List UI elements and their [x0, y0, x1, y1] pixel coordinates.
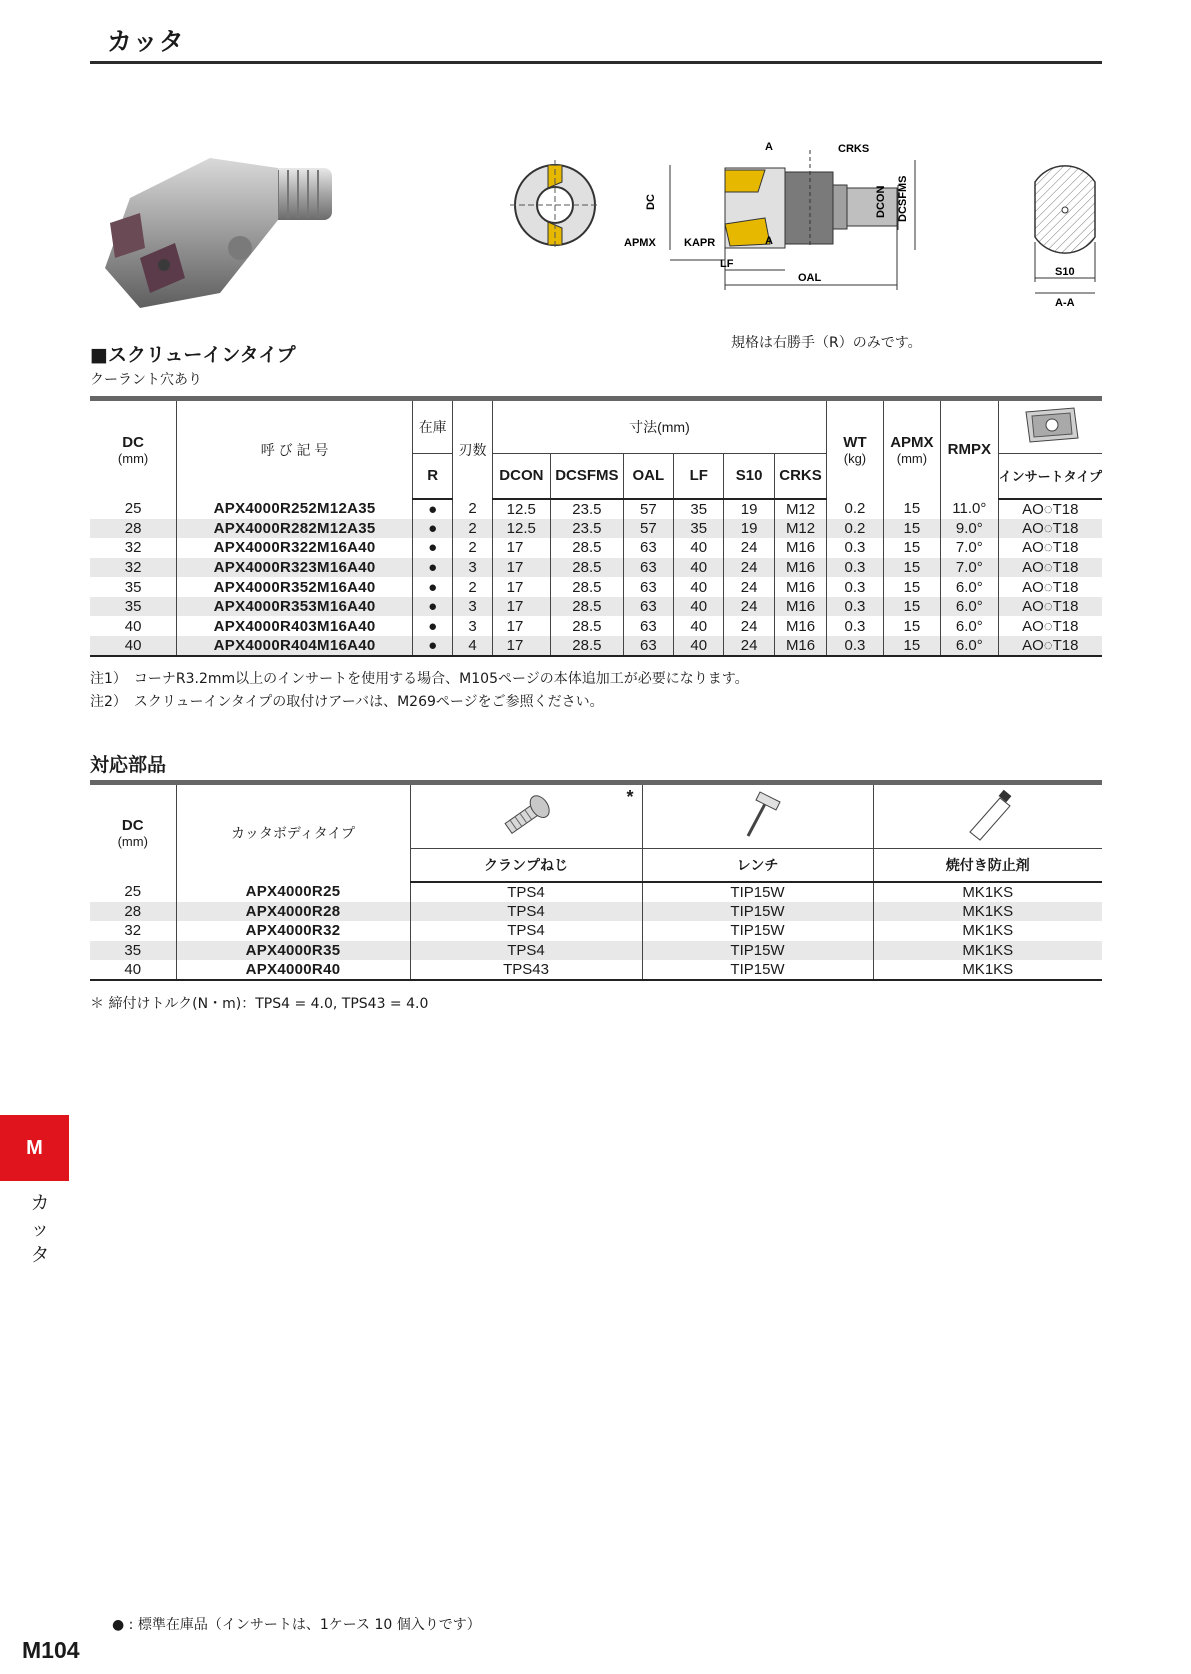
cell-screw: TPS4 [410, 921, 642, 941]
cell-oal: 63 [623, 636, 673, 656]
cell-rmpx: 7.0° [941, 538, 998, 558]
cell-dc: 40 [90, 616, 177, 636]
s10-label: S10 [1055, 266, 1075, 278]
a-top-label: A [765, 141, 773, 153]
cell-oal: 63 [623, 616, 673, 636]
screw-image-cell [410, 783, 642, 849]
cell-stock: ● [413, 558, 453, 578]
cell-stock: ● [413, 597, 453, 617]
section2-title: 対応部品 [90, 754, 167, 776]
footer-note: ● : 標準在庫品（インサートは、1ケース 10 個入りです） [112, 1617, 481, 1633]
cell-crks: M16 [774, 597, 826, 617]
cell-dc: 35 [90, 597, 177, 617]
cell-dcon: 17 [492, 636, 550, 656]
cell-oal: 63 [623, 597, 673, 617]
cell-lf: 40 [674, 597, 724, 617]
cell-code: APX4000R252M12A35 [177, 499, 413, 519]
cell-dcon: 12.5 [492, 519, 550, 539]
oal-label: OAL [798, 272, 822, 284]
cell-lf: 35 [674, 499, 724, 519]
cell-stock: ● [413, 538, 453, 558]
insert-image-cell [998, 399, 1102, 454]
cell-dc: 40 [90, 960, 176, 980]
cell-lf: 40 [674, 577, 724, 597]
cell-dc: 35 [90, 577, 177, 597]
col-dims: 寸法(mm) [492, 399, 827, 454]
cell-apmx: 15 [883, 519, 940, 539]
insert-icon [1018, 404, 1082, 446]
col-dcsfms: DCSFMS [551, 454, 624, 499]
cell-z: 3 [453, 616, 492, 636]
table-row [90, 616, 1102, 636]
cell-dc: 35 [90, 941, 176, 961]
cell-wrench: TIP15W [642, 921, 873, 941]
table-row [90, 519, 1102, 539]
table-row [90, 558, 1102, 578]
cell-s10: 24 [724, 616, 774, 636]
dcon-label: DCON [875, 185, 887, 218]
cell-dc: 32 [90, 558, 177, 578]
cell-oal: 57 [623, 519, 673, 539]
cell-crks: M16 [774, 558, 826, 578]
cell-z: 3 [453, 597, 492, 617]
spec-table [90, 396, 1102, 657]
cell-insert: AO◌T18 [1022, 558, 1079, 576]
cell-grease: MK1KS [962, 883, 1014, 901]
cell-insert: AO◌T18 [1022, 539, 1079, 557]
cell-dc: 40 [90, 636, 177, 656]
cell-code: APX4000R282M12A35 [177, 519, 413, 539]
col-dcon: DCON [492, 454, 550, 499]
cell-stock: ● [413, 636, 453, 656]
cell-screw: TPS43 [410, 960, 642, 980]
cell-body: APX4000R32 [176, 921, 410, 941]
cell-insert: AO◌T18 [998, 636, 1102, 656]
cell-lf: 40 [674, 558, 724, 578]
cell-apmx: 15 [883, 577, 940, 597]
cell-wt: 0.3 [827, 538, 883, 558]
cell-insert: AO◌T18 [1022, 519, 1079, 537]
col2-dc: DC (mm) [90, 783, 176, 882]
col-s10: S10 [724, 454, 774, 499]
cell-insert: AO◌T18 [1022, 578, 1079, 596]
col-crks: CRKS [774, 454, 826, 499]
cell-code: APX4000R404M16A40 [177, 636, 413, 656]
diagram-caption: 規格は右勝手（R）のみです。 [731, 335, 922, 351]
cell-grease: MK1KS [873, 960, 1102, 980]
cell-wt: 0.2 [827, 499, 883, 519]
cell-oal: 63 [623, 577, 673, 597]
table-row [90, 960, 1102, 980]
cell-rmpx: 6.0° [941, 636, 998, 656]
cell-stock: ● [413, 616, 453, 636]
cell-stock: ● [413, 577, 453, 597]
cell-dcsfms: 28.5 [551, 597, 624, 617]
cell-crks: M12 [774, 519, 826, 539]
cell-oal: 63 [623, 558, 673, 578]
side-tab: M [0, 1115, 69, 1181]
col-rmpx: RMPX [941, 399, 998, 499]
table-row [90, 499, 1102, 519]
cell-body: APX4000R25 [176, 882, 410, 902]
cell-rmpx: 11.0° [941, 499, 998, 519]
page-number: M104 [22, 1637, 80, 1663]
cell-crks: M16 [774, 577, 826, 597]
cell-lf: 40 [674, 636, 724, 656]
col2-wrench: レンチ [642, 849, 873, 882]
table-row [90, 636, 1102, 656]
col2-screw: クランプねじ [410, 849, 642, 882]
cell-lf: 40 [674, 616, 724, 636]
lf-label: LF [720, 258, 734, 270]
cell-screw: TPS4 [410, 941, 642, 961]
cell-z: 4 [453, 636, 492, 656]
col-dc: DC (mm) [90, 399, 177, 499]
section1-title: ■スクリューインタイプ [90, 344, 296, 366]
cell-insert: AO◌T18 [1022, 598, 1079, 616]
cell-z: 2 [453, 538, 492, 558]
title-rule [90, 61, 1102, 64]
side-label: カ ッ タ [30, 1192, 50, 1266]
cell-z: 2 [453, 499, 492, 519]
cell-rmpx: 6.0° [941, 577, 998, 597]
a-bottom-label: A [765, 235, 773, 247]
col2-grease: 焼付き防止剤 [873, 849, 1102, 882]
cell-dcon: 12.5 [492, 499, 550, 519]
cell-rmpx: 7.0° [941, 558, 998, 578]
cell-wt: 0.3 [827, 616, 883, 636]
cell-dc: 25 [90, 499, 177, 519]
cell-rmpx: 9.0° [941, 519, 998, 539]
cell-code: APX4000R352M16A40 [177, 577, 413, 597]
cutter-photo [100, 158, 340, 318]
cell-grease: MK1KS [962, 941, 1014, 959]
cell-s10: 24 [724, 636, 774, 656]
cell-apmx: 15 [883, 499, 940, 519]
cell-screw: TPS4 [410, 902, 642, 922]
screw-icon [494, 788, 558, 842]
table-row [90, 902, 1102, 922]
cell-code: APX4000R322M16A40 [177, 538, 413, 558]
cell-s10: 24 [724, 577, 774, 597]
table-row [90, 882, 1102, 902]
cell-body: APX4000R35 [176, 941, 410, 961]
col-stock-r: R [413, 454, 453, 499]
cell-wrench: TIP15W [642, 960, 873, 980]
col-apmx: APMX (mm) [883, 399, 940, 499]
note-2: 注2） スクリューインタイプの取付けアーバは、M269ページをご参照ください。 [90, 694, 604, 710]
cell-wt: 0.2 [827, 519, 883, 539]
cell-dc: 32 [90, 921, 176, 941]
wrench-icon [726, 786, 790, 844]
wrench-image-cell [642, 783, 873, 849]
cell-stock: ● [413, 499, 453, 519]
cell-grease: MK1KS [962, 922, 1014, 940]
table-row [90, 597, 1102, 617]
asterisk-mark: * [626, 787, 634, 807]
cell-dcsfms: 23.5 [551, 499, 624, 519]
table-row [90, 577, 1102, 597]
col-wt: WT (kg) [827, 399, 883, 499]
cell-wt: 0.3 [827, 597, 883, 617]
cell-lf: 40 [674, 538, 724, 558]
cell-code: APX4000R323M16A40 [177, 558, 413, 578]
page-title: カッタ [107, 27, 185, 56]
col-insert: インサートタイプ [998, 454, 1102, 499]
dcsfms-label: DCSFMS [897, 175, 909, 222]
cell-crks: M16 [774, 538, 826, 558]
cell-screw: TPS4 [410, 882, 642, 902]
col-teeth: 刃数 [453, 399, 492, 499]
dc-label: DC [645, 194, 657, 210]
cell-dcsfms: 23.5 [551, 519, 624, 539]
col-code: 呼 び 記 号 [177, 399, 413, 499]
cell-dc: 28 [90, 519, 177, 539]
cell-dcsfms: 28.5 [551, 616, 624, 636]
note-1: 注1） コーナR3.2mm以上のインサートを使用する場合、M105ページの本体追加工が必要になります。 [90, 671, 749, 687]
grease-image-cell [873, 783, 1102, 849]
side-view [624, 140, 980, 310]
cell-lf: 35 [674, 519, 724, 539]
cell-apmx: 15 [883, 636, 940, 656]
cell-code: APX4000R353M16A40 [177, 597, 413, 617]
cell-dcon: 17 [492, 577, 550, 597]
cell-grease: MK1KS [962, 902, 1014, 920]
apmx-label: APMX [624, 237, 656, 249]
cell-oal: 63 [623, 538, 673, 558]
parts-note: ＊ 締付けトルク(N・m)：TPS4 = 4.0, TPS43 = 4.0 [90, 996, 429, 1012]
grease-tube-icon [956, 786, 1020, 844]
kapr-label: KAPR [684, 237, 716, 249]
col-stock: 在庫 [413, 399, 453, 454]
col-oal: OAL [623, 454, 673, 499]
cell-dcon: 17 [492, 597, 550, 617]
cell-z: 2 [453, 519, 492, 539]
cell-oal: 57 [623, 499, 673, 519]
cell-dcon: 17 [492, 538, 550, 558]
table-row [90, 538, 1102, 558]
cell-dc: 28 [90, 902, 176, 922]
cell-dcsfms: 28.5 [551, 558, 624, 578]
col-lf: LF [674, 454, 724, 499]
crks-label: CRKS [838, 143, 870, 155]
cell-stock: ● [413, 519, 453, 539]
cell-dcon: 17 [492, 558, 550, 578]
cell-wt: 0.3 [827, 577, 883, 597]
cell-s10: 24 [724, 597, 774, 617]
cell-s10: 19 [724, 499, 774, 519]
cell-body: APX4000R40 [176, 960, 410, 980]
cell-body: APX4000R28 [176, 902, 410, 922]
cell-crks: M16 [774, 616, 826, 636]
front-view [510, 160, 600, 250]
cell-z: 3 [453, 558, 492, 578]
cell-rmpx: 6.0° [941, 616, 998, 636]
cell-wrench: TIP15W [642, 902, 873, 922]
table-row [90, 941, 1102, 961]
cell-dcon: 17 [492, 616, 550, 636]
cell-dcsfms: 28.5 [551, 636, 624, 656]
col2-body: カッタボディタイプ [176, 783, 410, 882]
cell-s10: 19 [724, 519, 774, 539]
cell-dcsfms: 28.5 [551, 577, 624, 597]
cell-insert: AO◌T18 [1022, 500, 1079, 518]
cell-apmx: 15 [883, 558, 940, 578]
cell-s10: 24 [724, 558, 774, 578]
cell-wrench: TIP15W [642, 941, 873, 961]
table-row [90, 921, 1102, 941]
cell-dc: 25 [90, 882, 176, 902]
cell-wt: 0.3 [827, 558, 883, 578]
section-aa-view [1025, 162, 1115, 312]
section1-subtitle: クーラント穴あり [90, 372, 202, 388]
cell-dcsfms: 28.5 [551, 538, 624, 558]
cell-dc: 32 [90, 538, 177, 558]
cell-insert: AO◌T18 [1022, 617, 1079, 635]
cell-crks: M12 [774, 499, 826, 519]
cell-wt: 0.3 [827, 636, 883, 656]
cell-rmpx: 6.0° [941, 597, 998, 617]
cell-z: 2 [453, 577, 492, 597]
aa-label: A-A [1055, 297, 1075, 309]
cell-code: APX4000R403M16A40 [177, 616, 413, 636]
parts-table [90, 780, 1102, 981]
cell-crks: M16 [774, 636, 826, 656]
cell-s10: 24 [724, 538, 774, 558]
cell-apmx: 15 [883, 616, 940, 636]
cell-apmx: 15 [883, 538, 940, 558]
cell-wrench: TIP15W [642, 882, 873, 902]
cell-apmx: 15 [883, 597, 940, 617]
